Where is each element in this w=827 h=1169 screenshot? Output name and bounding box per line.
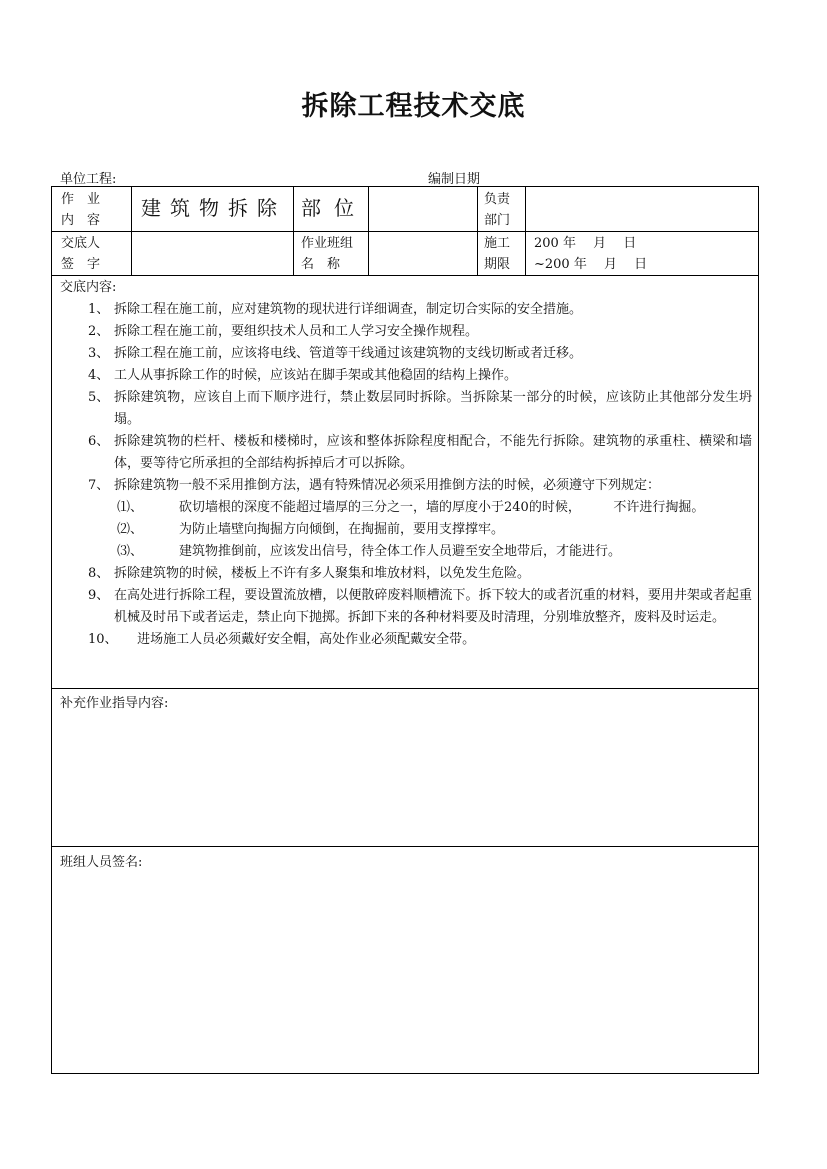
team-name-label-top: 作业班组: [301, 236, 354, 251]
col-divider: [477, 186, 478, 275]
item-text: 拆除工程在施工前，应该将电线、管道等干线通过该建筑物的支线切断或者迁移。: [114, 346, 583, 361]
construction-period-label-bottom: 期限: [484, 257, 511, 272]
row-divider: [51, 688, 759, 689]
responsible-dept-label-top: 负责: [484, 192, 511, 207]
item-text: 进场施工人员必须戴好安全帽，高处作业必须配戴安全带。: [120, 632, 476, 647]
item-text: 拆除建筑物的栏杆、楼板和楼梯时，应该和整体拆除程度相配合，不能先行拆除。建筑物的承重柱、横梁和墙体，要等待它所承担的全部结构拆掉后才可以拆除。: [114, 434, 752, 471]
col-divider: [131, 186, 132, 275]
sub-item-text: 为防止墙壁向掏掘方向倾倒，在掏掘前，要用支撑撑牢。: [179, 522, 505, 537]
work-content-label-top: 作 业: [61, 192, 101, 207]
item-text: 拆除工程在施工前，要组织技术人员和工人学习安全操作规程。: [114, 324, 479, 339]
sub-list-item: [60, 497, 752, 519]
item-text: 拆除建筑物，应该自上而下顺序进行，禁止数层同时拆除。当拆除某一部分的时候，应该防止其他部分发生坍塌。: [114, 390, 752, 427]
item-number: 2、: [88, 324, 110, 339]
list-item: [60, 585, 752, 629]
briefer-signature-label-top: 交底人: [61, 236, 101, 251]
team-signature-label: 班组人员签名:: [60, 855, 143, 870]
sub-item-number: ⑵、: [117, 522, 144, 537]
item-number: 9、: [88, 588, 110, 603]
row-divider: [51, 231, 759, 232]
sub-list-item: [60, 541, 752, 563]
list-item: [60, 365, 752, 387]
supplement-label: 补充作业指导内容:: [60, 696, 169, 711]
construction-period-label-top: 施工: [484, 236, 511, 251]
briefer-signature-label-bottom: 签 字: [61, 257, 101, 272]
list-item: [60, 387, 752, 431]
item-number: 5、: [88, 390, 110, 405]
item-number: 10、: [88, 632, 118, 647]
sub-item-text: 砍切墙根的深度不能超过墙厚的三分之一，墙的厚度小于240的时候， 不许进行掏掘。: [179, 500, 705, 515]
part-label: 部位: [301, 196, 367, 220]
item-number: 7、: [88, 478, 110, 493]
item-text: 工人从事拆除工作的时候，应该站在脚手架或其他稳固的结构上操作。: [114, 368, 518, 383]
page-title: 拆除工程技术交底: [301, 91, 526, 122]
period-end-date: ~200 年 月 日: [534, 257, 648, 272]
item-number: 8、: [88, 566, 110, 581]
list-item: [60, 299, 752, 321]
briefing-content: [60, 277, 752, 651]
item-number: 1、: [88, 302, 110, 317]
item-number: 4、: [88, 368, 110, 383]
work-content-value: 建筑物拆除: [141, 196, 286, 220]
row-divider: [51, 275, 759, 276]
col-divider: [293, 186, 294, 275]
list-item: [60, 475, 752, 497]
item-text: 拆除工程在施工前，应对建筑物的现状进行详细调查，制定切合实际的安全措施。: [114, 302, 583, 317]
responsible-dept-label-bottom: 部门: [484, 213, 511, 228]
list-item: [60, 343, 752, 365]
sub-item-text: 建筑物推倒前，应该发出信号，待全体工作人员避至安全地带后，才能进行。: [179, 544, 622, 559]
unit-label: 单位工程:: [60, 172, 117, 187]
item-text: 在高处进行拆除工程，要设置流放槽，以便散碎废料顺槽流下。拆下较大的或者沉重的材料，要用井架或者起重机械及时吊下或者运走，禁止向下抛掷。拆卸下来的各种材料要及时清理，分别堆放整齐，废料及时运走。: [114, 588, 752, 625]
item-number: 6、: [88, 434, 110, 449]
col-divider: [525, 186, 526, 275]
team-name-label-bottom: 名 称: [301, 257, 341, 272]
sub-list-item: [60, 519, 752, 541]
item-text: 拆除建筑物一般不采用推倒方法，遇有特殊情况必须采用推倒方法的时候，必须遵守下列规定：: [114, 478, 661, 493]
period-start-date: 200 年 月 日: [534, 236, 637, 251]
col-divider: [368, 186, 369, 275]
date-label: 编制日期: [428, 172, 481, 187]
list-item: [60, 563, 752, 585]
list-item: [60, 629, 752, 651]
work-content-label-bottom: 内 容: [61, 213, 101, 228]
content-label: 交底内容:: [60, 280, 117, 295]
list-item: [60, 321, 752, 343]
row-divider: [51, 846, 759, 847]
item-text: 拆除建筑物的时候，楼板上不许有多人聚集和堆放材料，以免发生危险。: [114, 566, 531, 581]
sub-item-number: ⑶、: [117, 544, 144, 559]
sub-item-number: ⑴、: [117, 500, 144, 515]
item-number: 3、: [88, 346, 110, 361]
list-item: [60, 431, 752, 475]
